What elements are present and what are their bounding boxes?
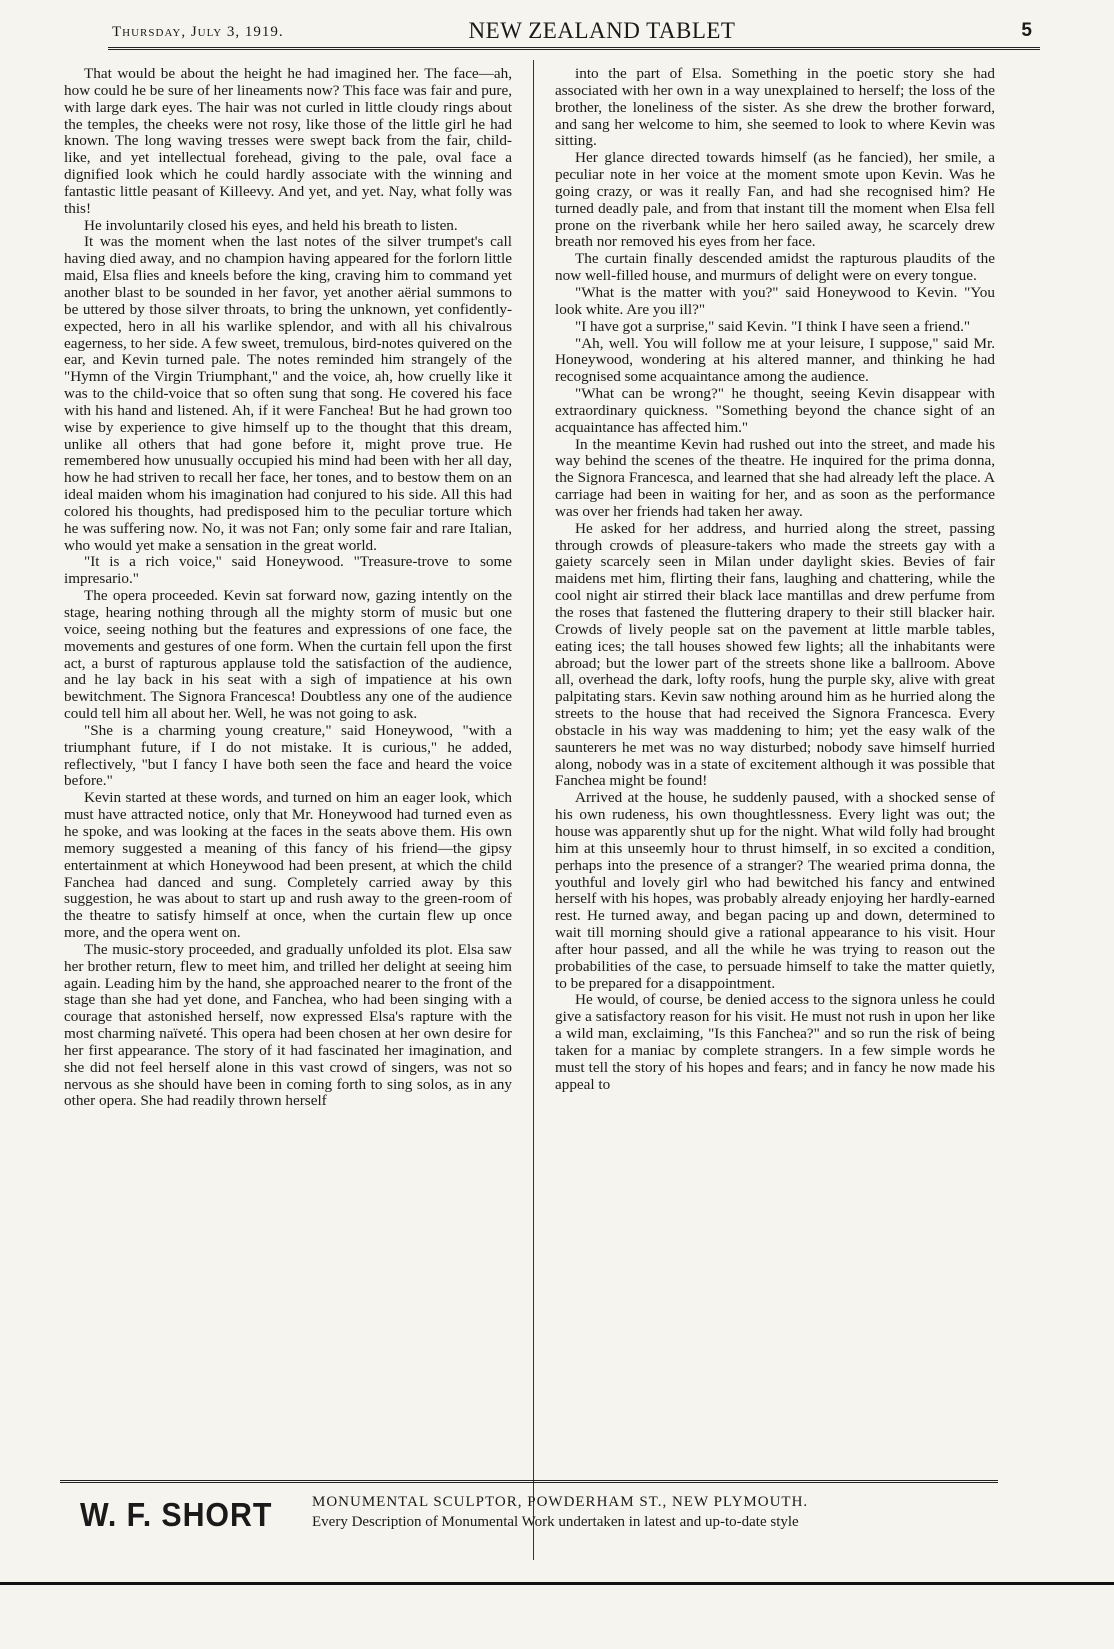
paragraph: "What can be wrong?" he thought, seeing Kevin disappear with extraordinary quickness. "Something beyond the chance sight of an acquaintance has affected him." xyxy=(555,385,995,436)
page-number: 5 xyxy=(1021,20,1032,41)
paragraph: into the part of Elsa. Something in the poetic story she had associated with her own in a way unexplained to herself; the loss of the brother, the loneliness of the sister. As she drew the brother forward, and sang her welcome to him, she seemed to look to where Kevin was sitting. xyxy=(555,66,995,150)
advertisement xyxy=(60,1490,1000,1544)
left-column xyxy=(64,66,512,1596)
paragraph: The music-story proceeded, and gradually unfolded its plot. Elsa saw her brother return, flew to meet him, and trilled her delight at seeing him again. Leading him by the hand, she approached nearer to the front of the stage than she had yet done, and Fanchea, who had been singing with a courage that astonished herself, now expressed Elsa's rapture with the most charming naïveté. This opera had been chosen at her own desire for her first appearance. The story of it had fascinated her imagination, and she did not feel herself alone in this vast crowd of singers, was not so nervous as she should have been in coming forth to sing solos, as in any other opera. She had readily thrown herself xyxy=(64,940,512,1110)
paragraph: The opera proceeded. Kevin sat forward now, gazing intently on the stage, hearing nothing through all the mighty storm of music but one voice, seeing nothing but the features and expressions of one face, the movements and gestures of one form. When the curtain fell upon the first act, a burst of rapturous applause told the satisfaction of the audience, and he lay back in his seat with a sigh of impatience at his own bewitchment. The Signora Francesca! Doubtless any one of the audience could tell him all about her. Well, he was not going to ask. xyxy=(64,587,512,723)
page-header xyxy=(112,18,1032,50)
paragraph: "It is a rich voice," said Honeywood. "Treasure-trove to some impresario." xyxy=(64,553,512,588)
issue-date: Thursday, July 3, 1919. xyxy=(112,24,284,40)
paragraph: He asked for her address, and hurried along the street, passing through crowds of pleasure-takers who made the streets gay with a gaiety scarcely seen in Milan under daylight skies. Bevies of fair maidens met him, flirting their fans, laughing and chattering, while the cool night air stirred their black lace mantillas and drew perfume from the roses that fastened the fluttering drapery to their still blacker hair. Crowds of lively people sat on the pavement at little marble tables, eating ices; the tall houses showed few lights; all the inhabitants were abroad; but the lower part of the streets shone like a ballroom. Above all, overhead the dark, lofty roofs, hung the purple sky, alive with great palpitating stars. Kevin saw nothing around him as he hurried along the streets to the house that had received the Signora Francesca. Every obstacle in his way was maddening to him; yet the easy walk of the saunterers he met was no way disturbed; nobody save himself hurried along, nobody was in a state of excitement although it was possible that Fanchea might be found! xyxy=(555,519,995,790)
footer-rule xyxy=(60,1480,998,1483)
paragraph: He would, of course, be denied access to the signora unless he could give a satisfactory reason for his visit. He must not rush in upon her like a wild man, exclaiming, "Is this Fanchea?" and so run the risk of being taken for a maniac by complete strangers. In a few simple words he must tell the story of his hopes and fears; and in fancy he now made his appeal to xyxy=(555,991,995,1093)
column-divider xyxy=(533,60,534,1560)
paragraph: Her glance directed towards himself (as he fancied), her smile, a peculiar note in her voice at the moment smote upon Kevin. Was he going crazy, or was it really Fan, and had she recognised him? He turned deadly pale, and from that instant till the moment when Elsa fell prone on the riverbank while her hero sailed away, he scarcely drew breath nor removed his eyes from her face. xyxy=(555,149,995,251)
advertiser-address: MONUMENTAL SCULPTOR, POWDERHAM ST., NEW PLYMOUTH. xyxy=(312,1494,809,1510)
paragraph: He involuntarily closed his eyes, and held his breath to listen. xyxy=(84,216,458,234)
paragraph: The curtain finally descended amidst the rapturous plaudits of the now well-filled house, and murmurs of delight were on every tongue. xyxy=(555,250,995,285)
advertiser-name: W. F. SHORT xyxy=(80,1496,273,1533)
paragraph: "I have got a surprise," said Kevin. "I think I have seen a friend." xyxy=(575,317,971,335)
newspaper-title: NEW ZEALAND TABLET xyxy=(468,18,736,43)
paragraph: It was the moment when the last notes of the silver trumpet's call having died away, and no champion having appeared for the forlorn little maid, Elsa flies and kneels before the king, craving him to command yet another blast to be sounded in her favor, yet another aërial summons to be uttered by those silver throats, to bring the unknown, yet confidently-expected, hero in all his warlike splendor, and with all his chivalrous eagerness, to her side. A few sweet, tremulous, bird-notes quivered on the ear, and Kevin turned pale. The notes reminded him strangely of the "Hymn of the Virgin Triumphant," and the voice, ah, how cruelly like it was to the child-voice that so often sung that song. He covered his face with his hand and listened. Ah, if it were Fanchea! But he had grown too wise by experience to give himself up to the thought that this dream, unlike all others that had gone before it, might prove true. He remembered how unusually occupied his mind had been with her all day, how he had striven to recall her face, her tones, and to bestow them on an ideal maiden whom his imagination had conjured to his side. All this had colored his thoughts, had predisposed him to the peculiar torture which he was suffering now. No, it was not Fan; only some fair and rare Italian, who would yet make a sensation in the great world. xyxy=(64,233,512,554)
paragraph: In the meantime Kevin had rushed out into the street, and made his way behind the scenes of the theatre. He inquired for the prima donna, the Signora Francesca, and learned that she had already left the place. A carriage had been in waiting for her, and as soon as the performance was over her friends had taken her away. xyxy=(555,435,995,520)
paragraph: "What is the matter with you?" said Honeywood to Kevin. "You look white. Are you ill?" xyxy=(555,283,995,318)
advertiser-tagline: Every Description of Monumental Work undertaken in latest and up-to-date style xyxy=(312,1514,799,1530)
paragraph: "Ah, well. You will follow me at your leisure, I suppose," said Mr. Honeywood, wondering at his altered manner, and thinking he had recognised some acquaintance among the audience. xyxy=(555,334,995,386)
paragraph: "She is a charming young creature," said Honeywood, "with a triumphant future, if I do not mistake. It is curious," he added, reflectively, "but I fancy I have both seen the face and heard the voice before." xyxy=(64,721,512,790)
header-rule xyxy=(108,47,1040,50)
paragraph: Arrived at the house, he suddenly paused, with a shocked sense of his own rudeness, his own thoughtlessness. Every light was out; the house was apparently shut up for the night. What wild folly had brought him at this unseemly hour to thrust himself, in so excited a condition, perhaps into the presence of a stranger? The wearied prima donna, the youthful and lovely girl who had bewitched his fancy and entwined herself with his hopes, was probably already enjoying her hardly-earned rest. He turned away, and began pacing up and down, determined to wait till morning should give a rational appearance to his visit. Hour after hour passed, and all the while he was trying to reason out the probabilities of the case, to persuade himself to take the matter quietly, to be prepared for a disappointment. xyxy=(555,789,995,992)
bottom-border xyxy=(0,1582,1114,1585)
right-column xyxy=(555,66,995,1596)
paragraph: That would be about the height he had imagined her. The face—ah, how could he be sure of her lineaments now? This face was fair and pure, with large dark eyes. The hair was not curled in little cloudy rings about the temples, the cheeks were not rosy, like those of the little girl he had known. The long waving tresses were swept back from the fair, child-like, and yet intellectual forehead, giving to the pale, oval face a dignified look which he could hardly associate with the winning and fantastic little peasant of Killeevy. And yet, and yet. Nay, what folly was this! xyxy=(64,66,512,217)
paragraph: Kevin started at these words, and turned on him an eager look, which must have attracted notice, only that Mr. Honeywood had turned even as he spoke, and was looking at the faces in the seats above them. His own memory suggested a meaning of this fancy of his friend—the gipsy entertainment at which Honeywood had been present, at which the child Fanchea had danced and sung. Completely carried away by this suggestion, he was about to start up and rush away to the green-room of the theatre to satisfy himself at once, when the curtain flew up once more, and the opera went on. xyxy=(64,789,512,942)
